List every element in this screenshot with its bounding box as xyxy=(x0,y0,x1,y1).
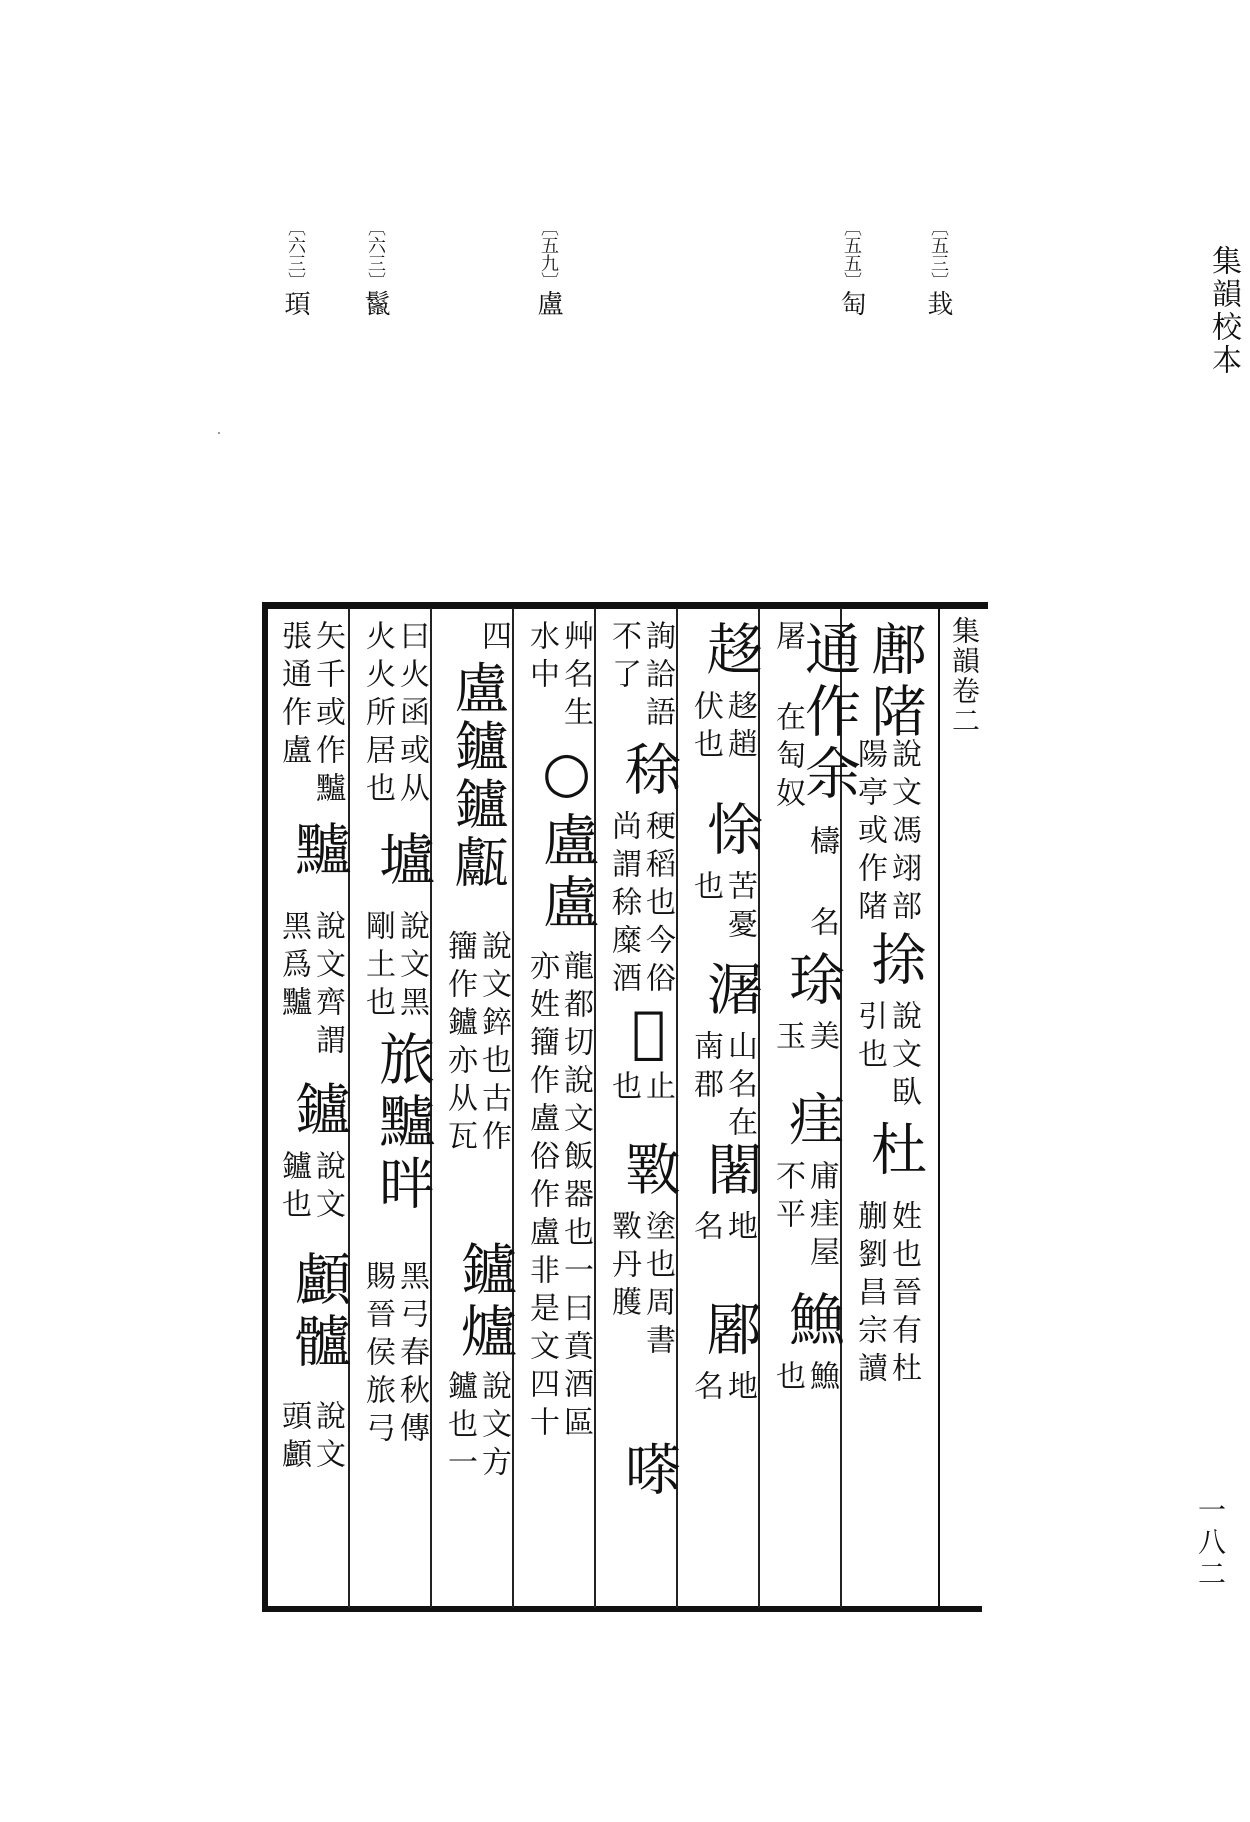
gloss-right: 苦憂 xyxy=(722,870,757,946)
gloss-right: 止 xyxy=(640,1070,675,1108)
gloss-left: 黑爲黸 xyxy=(276,910,311,1024)
note-text: 頊 xyxy=(280,290,310,318)
page-number: 一八二 xyxy=(1194,1495,1227,1591)
gloss-right: 䲆 xyxy=(804,1360,839,1398)
gloss-left: 屠 在匋奴 xyxy=(770,620,805,815)
gloss-left: 不平 xyxy=(770,1160,805,1236)
gloss-right: 詢詥語 xyxy=(640,620,675,734)
frame-right-rule xyxy=(938,602,940,1612)
gloss-left: 張通作盧 xyxy=(276,620,311,772)
headword: 䲆 xyxy=(780,1290,845,1352)
gloss-right: 塗也周書 xyxy=(640,1210,675,1362)
headword: 潳 xyxy=(698,960,763,1022)
headword: 悇 xyxy=(698,800,763,862)
headword: 嗏 xyxy=(616,1440,681,1502)
gloss-right: 趍趙 xyxy=(722,690,757,766)
gloss-right: 說文齊謂 xyxy=(310,910,345,1062)
collation-note xyxy=(535,218,561,318)
headword: 𨦌 xyxy=(616,1000,681,1071)
gloss-left: 蒯劉昌宗讀 xyxy=(852,1200,887,1390)
headword: 稌 xyxy=(616,740,681,802)
text-column xyxy=(524,620,600,1605)
gloss-right: 說文黑 xyxy=(394,910,429,1024)
headword: 黸 xyxy=(286,820,351,882)
gloss-left: 陽亭或作陼 xyxy=(852,738,887,928)
speck xyxy=(218,432,220,434)
gloss-right: 地 xyxy=(722,1210,757,1248)
headword: 鄌陼 xyxy=(862,620,927,744)
gloss-left: 賜晉侯旅弓 xyxy=(360,1260,395,1450)
gloss-left: 籒作鑪亦从瓦 xyxy=(442,930,477,1158)
gloss-left: 引也 xyxy=(852,1000,887,1076)
gloss-right: 姓也晉有杜 xyxy=(886,1200,921,1390)
collation-note xyxy=(838,218,864,318)
gloss-right: 黑弓春秋傳 xyxy=(394,1260,429,1450)
headword: ○盧盧 xyxy=(534,740,599,935)
note-number: 〔五九〕 xyxy=(538,218,559,290)
note-number: 〔六三〕 xyxy=(365,218,386,290)
gloss-right: 檮 名 xyxy=(804,825,839,944)
headword: 壚 xyxy=(370,830,435,892)
gloss-right: 地 xyxy=(722,1370,757,1408)
gloss-left: 火火所居也 xyxy=(360,620,395,810)
page-frame xyxy=(262,602,982,1612)
headword: 鑪 xyxy=(286,1080,351,1142)
note-number: 〔五三〕 xyxy=(928,218,949,290)
headword-number: 四 xyxy=(476,620,511,658)
gloss-right: 美 xyxy=(804,1020,839,1058)
gloss-left: 名 xyxy=(688,1210,723,1248)
collation-note xyxy=(282,218,308,318)
gloss-left: 南郡 xyxy=(688,1030,723,1106)
gloss-right: 說文臥 xyxy=(886,1000,921,1114)
headword: 鑪爐 xyxy=(452,1240,517,1364)
note-text: 盧 xyxy=(533,290,563,318)
text-column xyxy=(770,620,861,1605)
gloss-left: 名 xyxy=(688,1370,723,1408)
note-text: 鬣 xyxy=(360,290,390,318)
headword: 㻌 xyxy=(780,950,845,1012)
note-text: 匋 xyxy=(836,290,866,318)
note-number: 〔六三〕 xyxy=(285,218,306,290)
gloss-right: 曰火函或从 xyxy=(394,620,429,810)
headword: 杜 xyxy=(862,1120,927,1182)
headword: 趍 xyxy=(698,620,763,682)
text-column xyxy=(688,620,764,1605)
headword: 斁 xyxy=(616,1140,681,1202)
gloss-right: 說文 xyxy=(310,1400,345,1476)
gloss-left: 剛土也 xyxy=(360,910,395,1024)
text-column xyxy=(606,620,682,1605)
headword: 旅黸㫠 xyxy=(370,1030,435,1216)
gloss-left: 也 xyxy=(606,1070,641,1108)
note-number: 〔五五〕 xyxy=(841,218,862,290)
text-column xyxy=(360,620,436,1605)
gloss-left: 玉 xyxy=(770,1020,805,1058)
gloss-left: 不了 xyxy=(606,620,641,696)
book-title: 集韻校本 xyxy=(1206,245,1241,377)
gloss-left: 伏也 xyxy=(688,690,723,766)
gloss-right: 說文方 xyxy=(476,1370,511,1484)
gloss-left: 鑪也 xyxy=(276,1150,311,1226)
gloss-right: 說文馮翊部 xyxy=(886,738,921,928)
headword: 㾏 xyxy=(780,1090,845,1152)
frame-top-rule xyxy=(262,602,988,609)
gloss-left: 鑪也一 xyxy=(442,1370,477,1484)
headword: 捈 xyxy=(862,930,927,992)
gloss-left: 亦姓籒作盧俗作盧非是文四十 xyxy=(524,950,559,1444)
headword: 闍 xyxy=(698,1140,763,1202)
gloss-left: 也 xyxy=(770,1360,805,1398)
collation-note xyxy=(362,218,388,318)
note-text: 㘽 xyxy=(923,290,953,318)
gloss-right: 說文錊也古作 xyxy=(476,930,511,1158)
headword: 䣝 xyxy=(698,1300,763,1362)
gloss-left: 斁丹臒 xyxy=(606,1210,641,1324)
collation-note xyxy=(925,218,951,318)
text-column xyxy=(276,620,352,1605)
gloss-right: 龍都切說文飯器也一曰賁酒區 xyxy=(558,950,593,1444)
banner-title: 集韻卷二 xyxy=(948,616,981,736)
gloss-left: 尚謂稌糜酒 xyxy=(606,810,641,1000)
gloss-left: 水中 xyxy=(524,620,559,696)
gloss-right: 艸名生 xyxy=(558,620,593,734)
headword: 通作余 xyxy=(796,620,861,806)
gloss-left: 也 xyxy=(688,870,723,908)
gloss-right: 山名在 xyxy=(722,1030,757,1144)
headword: 盧鑪鑪甗 xyxy=(446,660,509,892)
gloss-right: 說文 xyxy=(310,1150,345,1226)
gloss-right: 稉稻也今俗 xyxy=(640,810,675,1000)
text-column xyxy=(442,620,518,1605)
gloss-right: 庯㾏屋 xyxy=(804,1160,839,1274)
headword: 顱髗 xyxy=(286,1250,351,1374)
gloss-left: 頭顱 xyxy=(276,1400,311,1476)
gloss-right: 矢千或作黸 xyxy=(310,620,345,810)
text-column xyxy=(852,620,928,1605)
